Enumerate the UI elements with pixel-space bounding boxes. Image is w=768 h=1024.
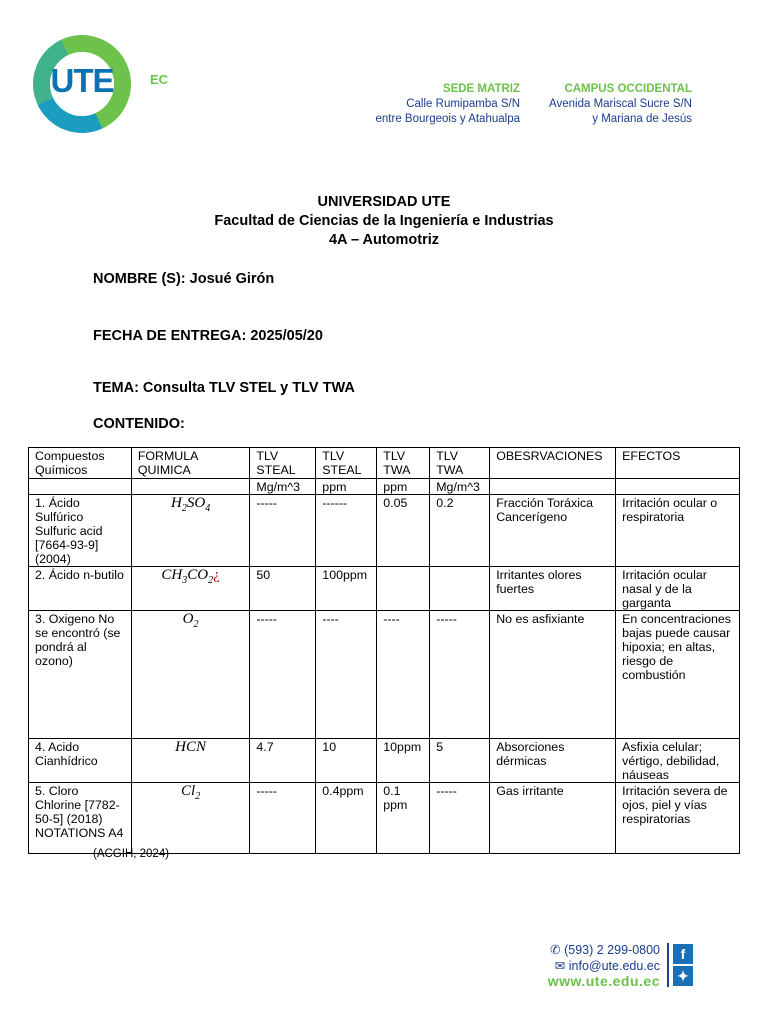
header-cell: TLV TWA xyxy=(430,448,490,479)
twa-ppm-cell: 0.1 ppm xyxy=(377,783,430,854)
table-row xyxy=(29,495,740,567)
university-title: UNIVERSIDAD UTE xyxy=(317,194,451,210)
twa-mg-cell: 5 xyxy=(430,739,490,783)
header-cell: Compuestos Químicos xyxy=(29,448,132,479)
course-title: 4A – Automotriz xyxy=(328,232,440,248)
formula-cell: $H_2SO_4$ xyxy=(131,495,250,567)
table-row xyxy=(29,739,740,783)
stel-ppm-cell: 10 xyxy=(316,739,377,783)
phone-icon: ✆ xyxy=(550,943,561,957)
nombre-field: NOMBRE (S): Josué Girón xyxy=(93,271,275,287)
footer-website[interactable]: www.ute.edu.ec xyxy=(547,973,660,989)
unit-cell xyxy=(29,479,132,495)
header-cell: TLV STEAL xyxy=(250,448,316,479)
twa-ppm-cell: ---- xyxy=(377,611,430,739)
formula-cell: $CH_3CO_2¿$ xyxy=(131,567,250,611)
observation-cell: Absorciones dérmicas xyxy=(490,739,616,783)
twitter-icon[interactable]: ✦ xyxy=(673,966,693,986)
logo-suffix: EC xyxy=(150,72,169,87)
stel-ppm-cell: 100ppm xyxy=(316,567,377,611)
twa-mg-cell: ----- xyxy=(430,611,490,739)
table-row xyxy=(29,567,740,611)
email-text[interactable]: info@ute.edu.ec xyxy=(568,959,660,973)
observation-cell: Irritantes olores fuertes xyxy=(490,567,616,611)
effect-cell: Irritación severa de ojos, piel y vías respiratorias xyxy=(616,783,740,854)
twa-ppm-cell: 10ppm xyxy=(377,739,430,783)
stel-ppm-cell: ------ xyxy=(316,495,377,567)
compound-cell: 5. Cloro Chlorine [7782-50-5] (2018) NOTATIONS A4 xyxy=(29,783,132,854)
effect-cell: Irritación ocular nasal y de la garganta xyxy=(616,567,740,611)
footer-email[interactable] xyxy=(555,958,660,973)
fecha-field: FECHA DE ENTREGA: 2025/05/20 xyxy=(93,328,323,344)
stel-mg-cell: ----- xyxy=(250,495,316,567)
header-cell: TLV TWA xyxy=(377,448,430,479)
compound-cell: 2. Ácido n-butilo xyxy=(29,567,132,611)
contenido-heading: CONTENIDO: xyxy=(93,416,185,432)
table-units-row xyxy=(29,479,740,495)
stel-ppm-cell: ---- xyxy=(316,611,377,739)
stel-mg-cell: 4.7 xyxy=(250,739,316,783)
unit-cell: ppm xyxy=(377,479,430,495)
twa-ppm-cell xyxy=(377,567,430,611)
observation-cell: No es asfixiante xyxy=(490,611,616,739)
unit-cell xyxy=(131,479,250,495)
table-header-row xyxy=(29,448,740,479)
sede-matriz-address xyxy=(376,82,521,127)
stel-ppm-cell: 0.4ppm xyxy=(316,783,377,854)
header-cell: TLV STEAL xyxy=(316,448,377,479)
faculty-title: Facultad de Ciencias de la Ingeniería e Industrias xyxy=(214,213,554,229)
unit-cell xyxy=(616,479,740,495)
unit-cell: ppm xyxy=(316,479,377,495)
effect-cell: En concentraciones bajas puede causar hipoxia; en altas, riesgo de combustión xyxy=(616,611,740,739)
table-row xyxy=(29,783,740,854)
title-block xyxy=(0,193,768,250)
unit-cell: Mg/m^3 xyxy=(430,479,490,495)
campus-heading: CAMPUS OCCIDENTAL xyxy=(564,83,692,95)
formula-cell: HCN xyxy=(131,739,250,783)
formula-cell: $Cl_2$ xyxy=(131,783,250,854)
envelope-icon: ✉ xyxy=(554,959,566,973)
compound-cell: 4. Acido Cianhídrico xyxy=(29,739,132,783)
twa-mg-cell: ----- xyxy=(430,783,490,854)
formula-cell: $O_2$ xyxy=(131,611,250,739)
stel-mg-cell: ----- xyxy=(250,611,316,739)
effect-cell: Irritación ocular o respiratoria xyxy=(616,495,740,567)
compound-cell: 1. Ácido Sulfúrico Sulfuric acid [7664-93-9] (2004) xyxy=(29,495,132,567)
tlv-table xyxy=(28,447,740,854)
unit-cell: Mg/m^3 xyxy=(250,479,316,495)
observation-cell: Fracción Toráxica Cancerígeno xyxy=(490,495,616,567)
facebook-icon[interactable]: f xyxy=(673,944,693,964)
header-cell: EFECTOS xyxy=(616,448,740,479)
sede-line2: entre Bourgeois y Atahualpa xyxy=(375,113,520,125)
effect-cell: Asfixia celular; vértigo, debilidad, náuseas xyxy=(616,739,740,783)
stel-mg-cell: ----- xyxy=(250,783,316,854)
source-citation: (ACGIH, 2024) xyxy=(93,848,170,860)
unit-cell xyxy=(490,479,616,495)
header-cell: OBESRVACIONES xyxy=(490,448,616,479)
header-cell: FORMULA QUIMICA xyxy=(131,448,250,479)
footer-divider xyxy=(667,943,669,987)
campus-address xyxy=(549,82,692,127)
compound-cell: 3. Oxigeno No se encontró (se pondrá al ozono) xyxy=(29,611,132,739)
footer-phone xyxy=(550,942,660,957)
tema-field: TEMA: Consulta TLV STEL y TLV TWA xyxy=(93,380,355,396)
twa-ppm-cell: 0.05 xyxy=(377,495,430,567)
stel-mg-cell: 50 xyxy=(250,567,316,611)
sede-heading: SEDE MATRIZ xyxy=(442,83,520,95)
twa-mg-cell: 0.2 xyxy=(430,495,490,567)
campus-line2: y Mariana de Jesús xyxy=(592,113,692,125)
sede-line1: Calle Rumipamba S/N xyxy=(406,98,520,110)
observation-cell: Gas irritante xyxy=(490,783,616,854)
twa-mg-cell xyxy=(430,567,490,611)
logo-text: UTE xyxy=(50,62,114,99)
phone-text: (593) 2 299-0800 xyxy=(564,943,660,957)
campus-line1: Avenida Mariscal Sucre S/N xyxy=(549,98,692,110)
table-row xyxy=(29,611,740,739)
